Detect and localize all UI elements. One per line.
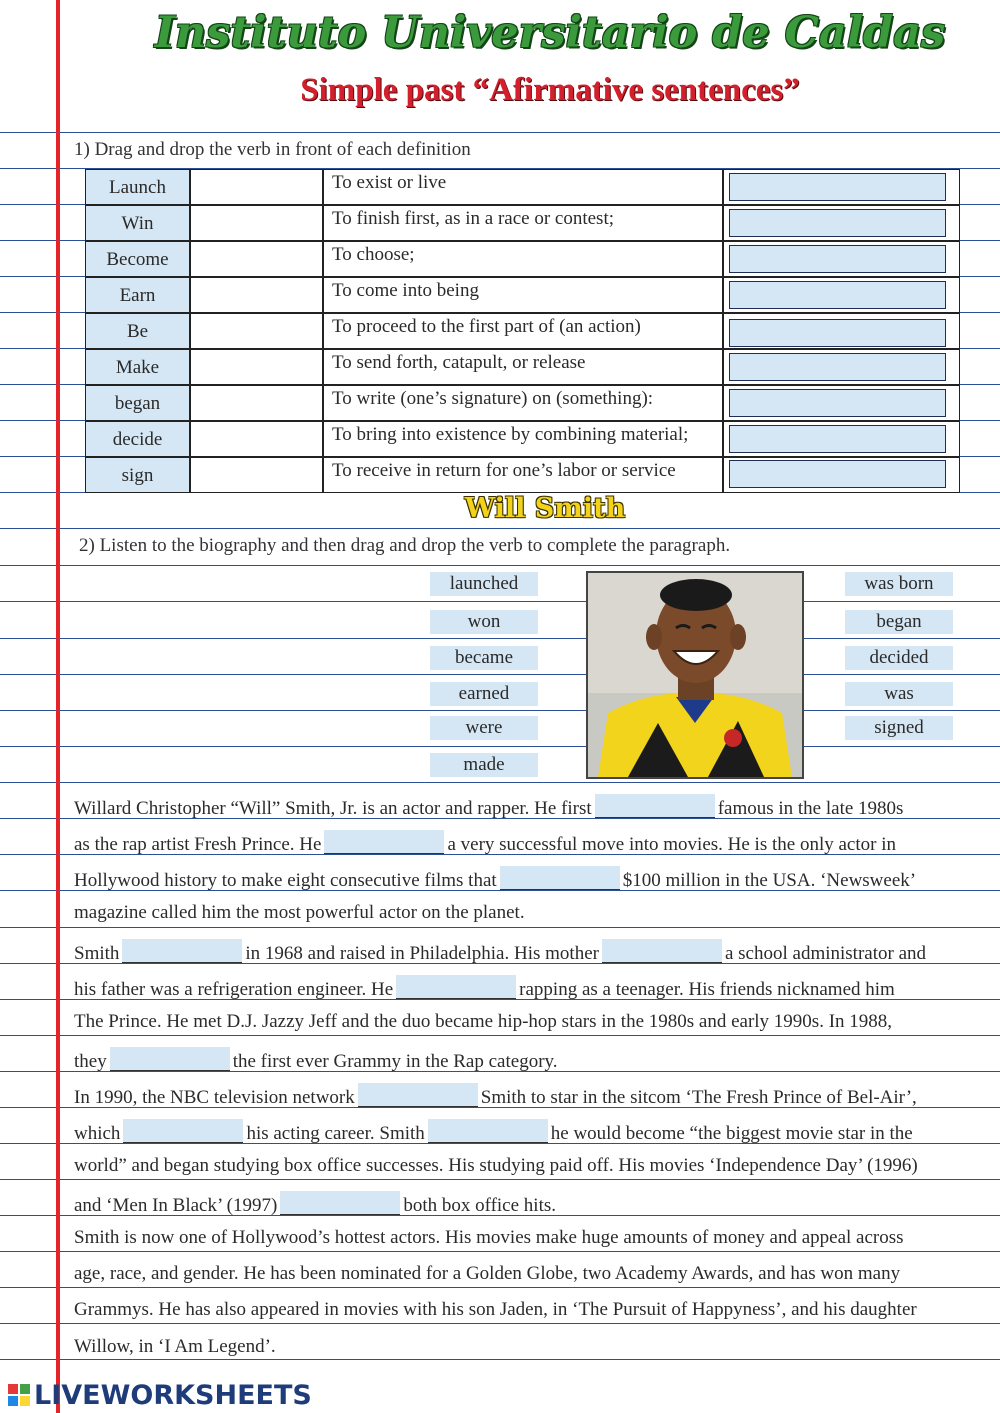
definition-text: To bring into existence by combining material; bbox=[323, 421, 723, 457]
answer-blank[interactable] bbox=[123, 1119, 243, 1143]
drop-cell[interactable] bbox=[190, 385, 323, 421]
answer-blank[interactable] bbox=[324, 830, 444, 854]
drop-cell[interactable] bbox=[190, 457, 323, 493]
liveworksheets-brand[interactable]: LIVEWORKSHEETS bbox=[34, 1380, 312, 1411]
verb-chip[interactable]: began bbox=[85, 385, 190, 421]
answer-drop-box[interactable] bbox=[729, 353, 946, 381]
paragraph-line: Willard Christopher “Will” Smith, Jr. is an actor and rapper. He first famous in the late 1980s bbox=[74, 794, 903, 820]
liveworksheets-logo-icon bbox=[8, 1384, 30, 1406]
paragraph-line: which his acting career. Smith he would become “the biggest movie star in the bbox=[74, 1119, 913, 1145]
paragraph-line: Smith in 1968 and raised in Philadelphia. His mother a school administrator and bbox=[74, 939, 926, 965]
margin-line bbox=[56, 0, 60, 1413]
answer-drop-box[interactable] bbox=[729, 173, 946, 201]
answer-blank[interactable] bbox=[280, 1191, 400, 1215]
verb-chip[interactable]: Launch bbox=[85, 169, 190, 205]
page-subtitle: Simple past “Afirmative sentences” bbox=[300, 72, 800, 108]
verb-chip[interactable]: Win bbox=[85, 205, 190, 241]
draggable-verb-chip[interactable]: became bbox=[430, 646, 538, 670]
answer-blank[interactable] bbox=[500, 866, 620, 890]
paragraph-line: In 1990, the NBC television network Smith to star in the sitcom ‘The Fresh Prince of Bel-Air’, bbox=[74, 1083, 917, 1109]
section1-instruction: 1) Drag and drop the verb in front of each definition bbox=[74, 139, 471, 160]
answer-blank[interactable] bbox=[595, 794, 715, 818]
draggable-verb-chip[interactable]: won bbox=[430, 610, 538, 634]
drop-cell[interactable] bbox=[190, 349, 323, 385]
answer-blank[interactable] bbox=[110, 1047, 230, 1071]
paragraph-line: Hollywood history to make eight consecutive films that $100 million in the USA. ‘Newsweek’ bbox=[74, 866, 916, 892]
drop-cell[interactable] bbox=[190, 205, 323, 241]
definition-text: To come into being bbox=[323, 277, 723, 313]
draggable-verb-chip[interactable]: were bbox=[430, 716, 538, 740]
definition-text: To receive in return for one’s labor or service bbox=[323, 457, 723, 493]
answer-drop-box[interactable] bbox=[729, 209, 946, 237]
paragraph-line: The Prince. He met D.J. Jazzy Jeff and the duo became hip-hop stars in the 1980s and early 1990s. In 1988, bbox=[74, 1011, 893, 1032]
definition-text: To proceed to the first part of (an action) bbox=[323, 313, 723, 349]
verb-chip[interactable]: Earn bbox=[85, 277, 190, 313]
paragraph-line: Smith is now one of Hollywood’s hottest actors. His movies make huge amounts of money and appeal across bbox=[74, 1227, 904, 1248]
definition-text: To finish first, as in a race or contest; bbox=[323, 205, 723, 241]
answer-blank[interactable] bbox=[396, 975, 516, 999]
draggable-verb-chip[interactable]: began bbox=[845, 610, 953, 634]
definition-text: To write (one’s signature) on (something): bbox=[323, 385, 723, 421]
definition-text: To send forth, catapult, or release bbox=[323, 349, 723, 385]
draggable-verb-chip[interactable]: was born bbox=[845, 572, 953, 596]
answer-drop-box[interactable] bbox=[729, 281, 946, 309]
answer-drop-box[interactable] bbox=[729, 389, 946, 417]
verb-chip[interactable]: Become bbox=[85, 241, 190, 277]
answer-drop-box[interactable] bbox=[729, 319, 946, 347]
paragraph-line: and ‘Men In Black’ (1997) both box office hits. bbox=[74, 1191, 556, 1217]
paragraph-line: world” and began studying box office successes. His studying paid off. His movies ‘Independence Day’ (1996) bbox=[74, 1155, 918, 1176]
answer-blank[interactable] bbox=[428, 1119, 548, 1143]
answer-drop-box[interactable] bbox=[729, 460, 946, 488]
paragraph-line: age, race, and gender. He has been nominated for a Golden Globe, two Academy Awards, and has won many bbox=[74, 1263, 901, 1284]
paragraph-line: as the rap artist Fresh Prince. He a very successful move into movies. He is the only actor in bbox=[74, 830, 896, 856]
answer-blank[interactable] bbox=[602, 939, 722, 963]
paragraph-line: Grammys. He has also appeared in movies with his son Jaden, in ‘The Pursuit of Happyness’, and his daughter bbox=[74, 1299, 917, 1320]
verb-chip[interactable]: decide bbox=[85, 421, 190, 457]
draggable-verb-chip[interactable]: was bbox=[845, 682, 953, 706]
drop-cell[interactable] bbox=[190, 277, 323, 313]
definition-text: To choose; bbox=[323, 241, 723, 277]
draggable-verb-chip[interactable]: made bbox=[430, 753, 538, 777]
paragraph-line: his father was a refrigeration engineer. He rapping as a teenager. His friends nicknamed him bbox=[74, 975, 895, 1001]
draggable-verb-chip[interactable]: signed bbox=[845, 716, 953, 740]
portrait-illustration bbox=[588, 573, 802, 777]
page-title: Instituto Universitario de Caldas bbox=[154, 8, 946, 58]
paragraph-line: Willow, in ‘I Am Legend’. bbox=[74, 1336, 276, 1357]
answer-blank[interactable] bbox=[358, 1083, 478, 1107]
definition-text: To exist or live bbox=[323, 169, 723, 205]
draggable-verb-chip[interactable]: launched bbox=[430, 572, 538, 596]
draggable-verb-chip[interactable]: decided bbox=[845, 646, 953, 670]
draggable-verb-chip[interactable]: earned bbox=[430, 682, 538, 706]
section2-title: Will Smith bbox=[464, 493, 626, 524]
answer-blank[interactable] bbox=[122, 939, 242, 963]
verb-chip[interactable]: sign bbox=[85, 457, 190, 493]
drop-cell[interactable] bbox=[190, 313, 323, 349]
drop-cell[interactable] bbox=[190, 169, 323, 205]
drop-cell[interactable] bbox=[190, 421, 323, 457]
paragraph-line: magazine called him the most powerful actor on the planet. bbox=[74, 902, 525, 923]
verb-chip[interactable]: Make bbox=[85, 349, 190, 385]
answer-drop-box[interactable] bbox=[729, 245, 946, 273]
paragraph-line: they the first ever Grammy in the Rap category. bbox=[74, 1047, 558, 1073]
answer-drop-box[interactable] bbox=[729, 425, 946, 453]
will-smith-photo bbox=[586, 571, 804, 779]
drop-cell[interactable] bbox=[190, 241, 323, 277]
verb-chip[interactable]: Be bbox=[85, 313, 190, 349]
section2-instruction: 2) Listen to the biography and then drag and drop the verb to complete the paragraph. bbox=[79, 535, 731, 556]
